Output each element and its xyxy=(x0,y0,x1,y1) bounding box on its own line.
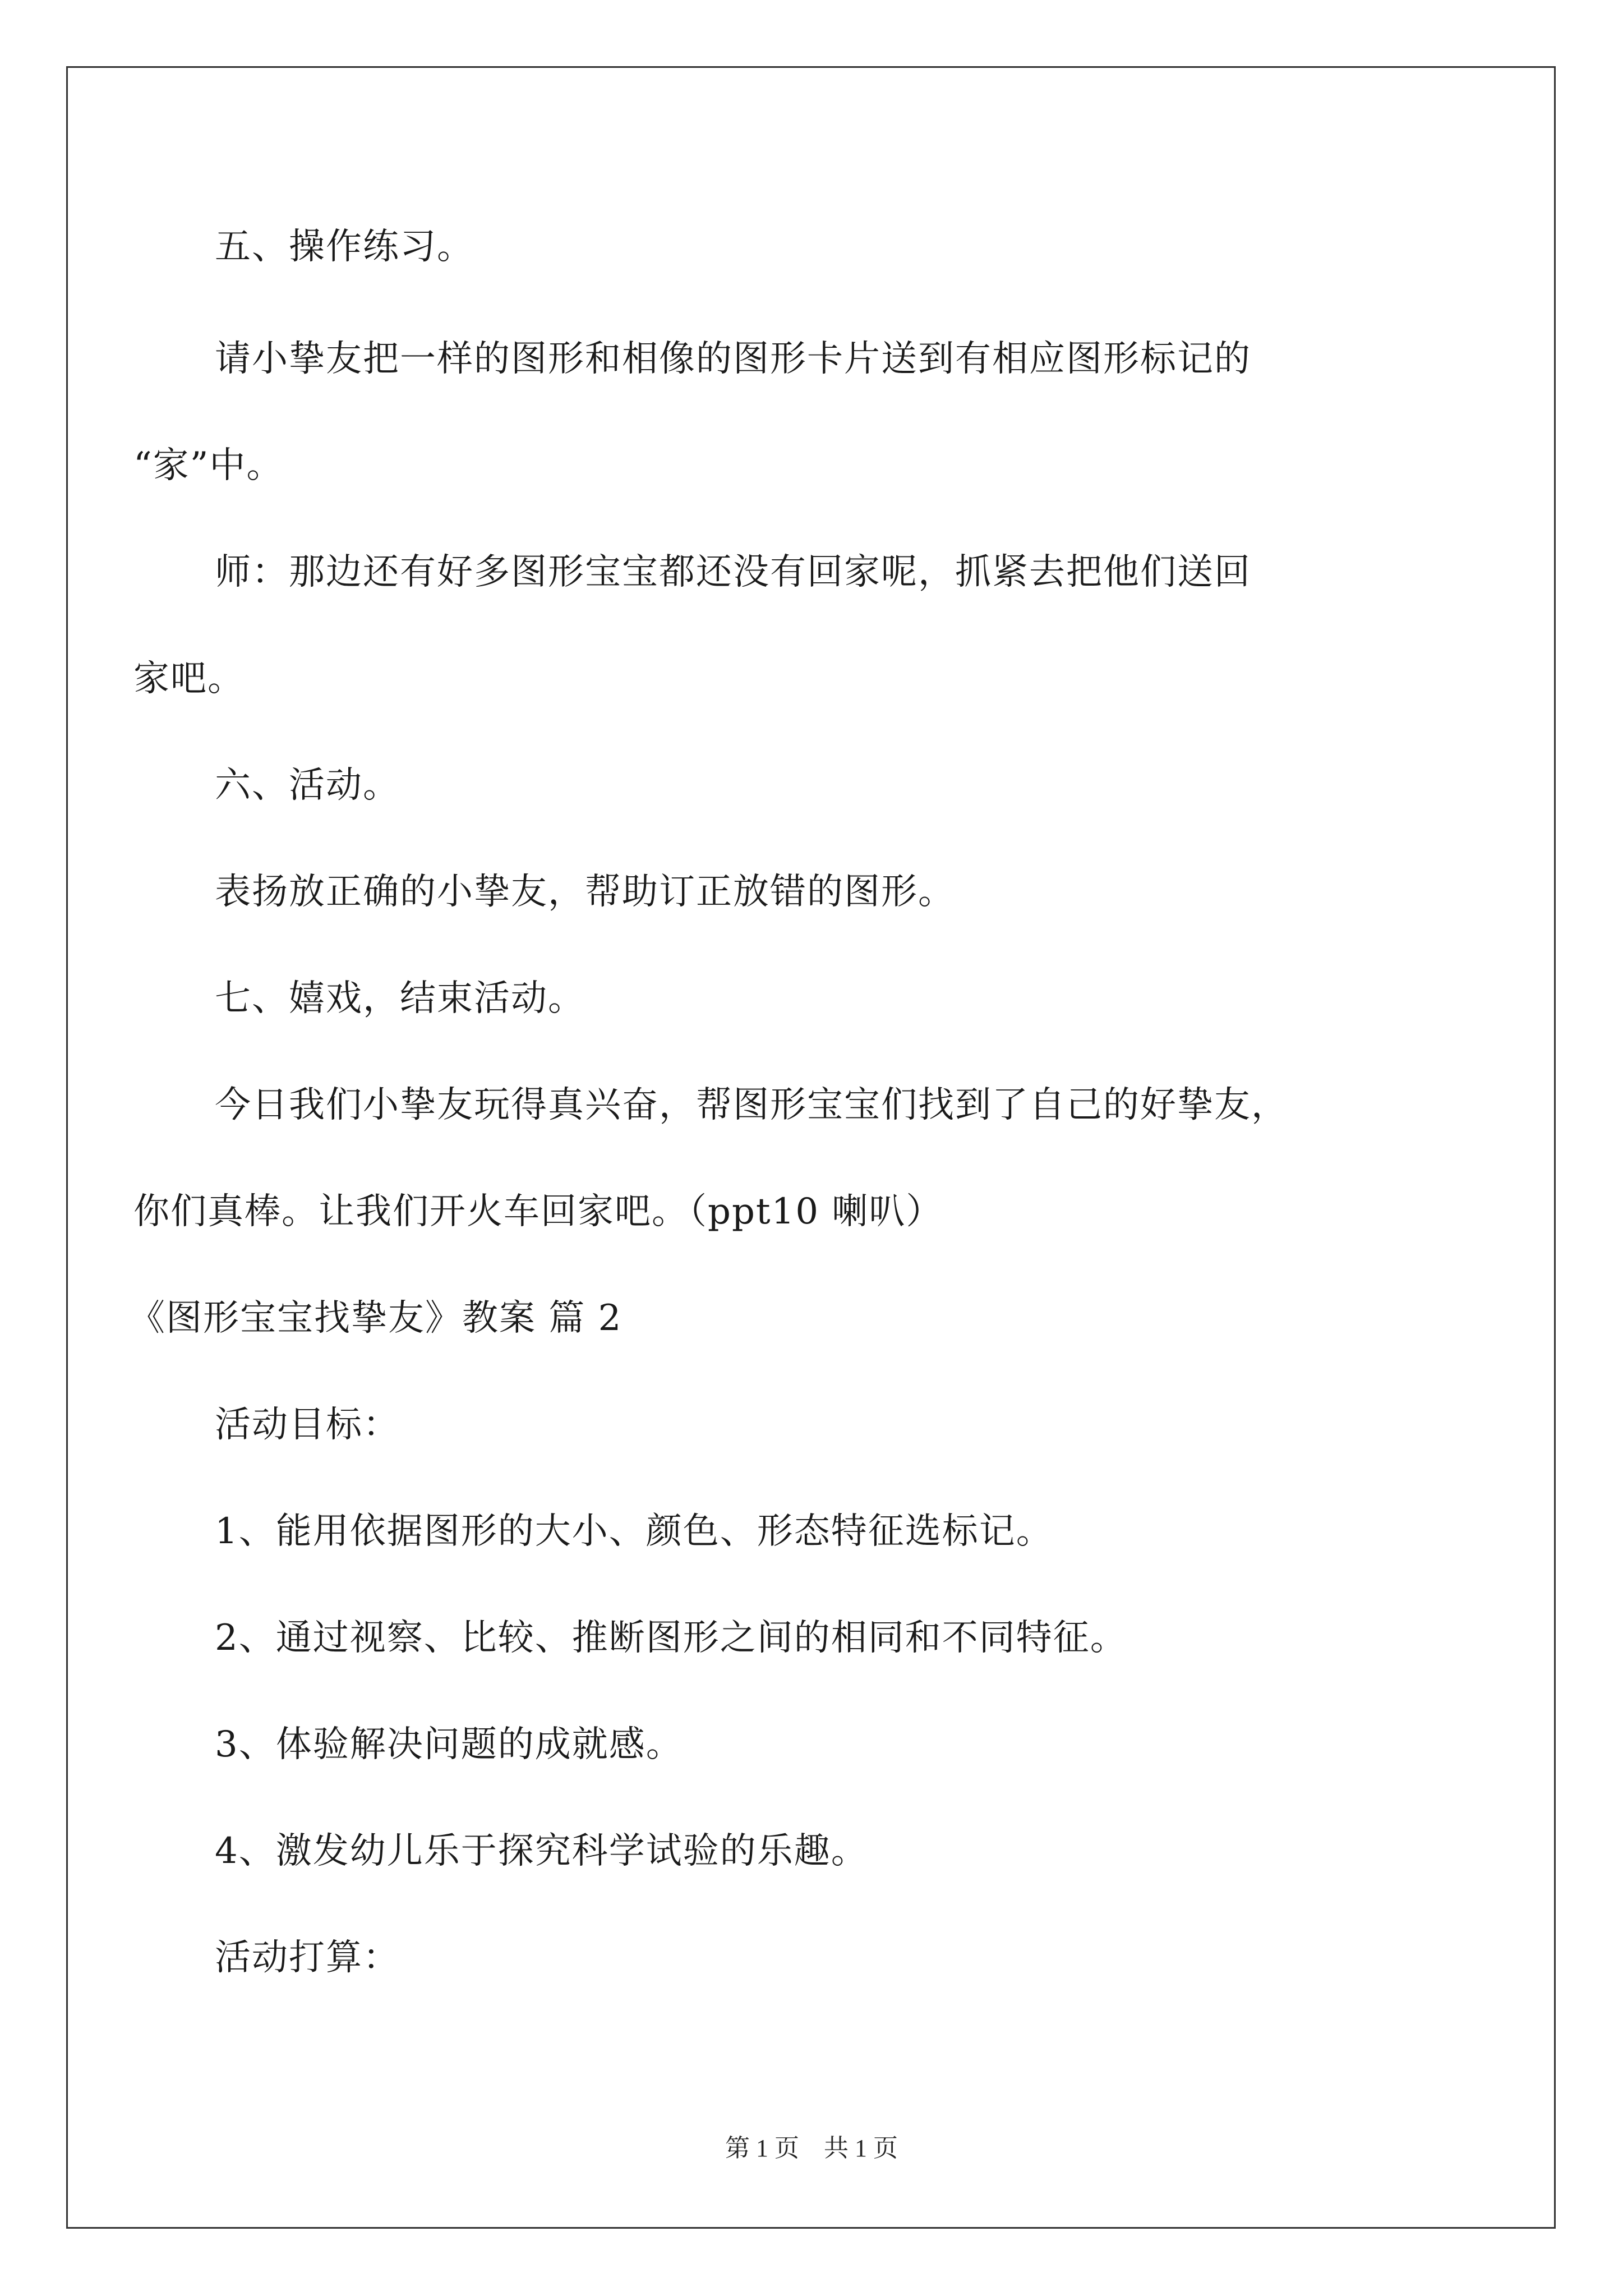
section-heading: 七、嬉戏，结束活动。 xyxy=(215,978,585,1019)
section-heading: 活动打算： xyxy=(215,1937,400,1978)
paragraph-line: 请小挚友把一样的图形和相像的图形卡片送到有相应图形标记的 xyxy=(215,338,1251,380)
paragraph-line: 师：那边还有好多图形宝宝都还没有回家呢，抓紧去把他们送回 xyxy=(215,551,1251,593)
paragraph-line: “家”中。 xyxy=(133,445,284,486)
list-item: 4、激发幼儿乐于探究科学试验的乐趣。 xyxy=(215,1830,868,1872)
list-item: 1、能用依据图形的大小、颜色、形态特征选标记。 xyxy=(215,1511,1053,1552)
document-title: 《图形宝宝找挚友》教案 篇 2 xyxy=(129,1297,623,1339)
list-item: 3、体验解决问题的成就感。 xyxy=(215,1724,683,1765)
section-heading: 六、活动。 xyxy=(215,765,400,806)
list-item: 2、通过视察、比较、推断图形之间的相同和不同特征。 xyxy=(215,1617,1127,1659)
paragraph-line: 五、操作练习。 xyxy=(215,226,474,268)
page-footer: 第 1 页 共 1 页 xyxy=(725,2134,898,2162)
paragraph-line: 今日我们小挚友玩得真兴奋，帮图形宝宝们找到了自己的好挚友， xyxy=(215,1084,1288,1126)
paragraph-line: 你们真棒。让我们开火车回家吧。（ppt10 喇叭） xyxy=(133,1191,943,1232)
paragraph-line: 家吧。 xyxy=(133,658,245,700)
paragraph-line: 表扬放正确的小挚友，帮助订正放错的图形。 xyxy=(215,871,955,913)
section-heading: 活动目标： xyxy=(215,1404,400,1446)
